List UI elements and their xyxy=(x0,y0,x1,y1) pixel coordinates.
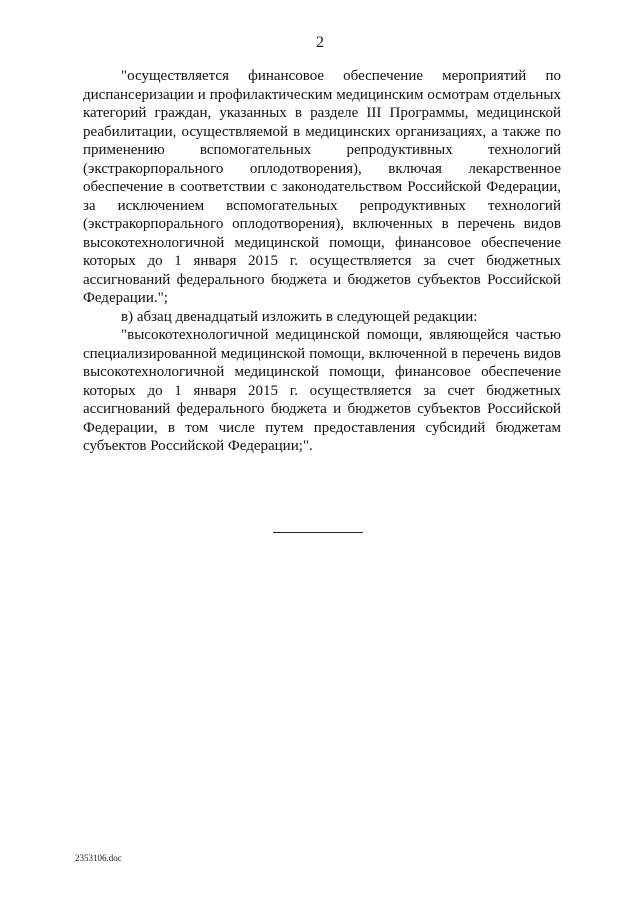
paragraph-high-tech-care: "высокотехнологичной медицинской помощи, являющейся частью специализированной медицинской помощи, включенной в перечень видов высокотехнологичной медицинской помощи, финансовое обеспечение которых до 1 января 2015 г. осуществляется за счет бюджетных ассигнований федерального бюджета и бюджетов субъектов Российской Федерации, в том числе путем предоставления субсидий бюджетам субъектов Российской Федерации;". xyxy=(83,327,561,454)
end-divider-line xyxy=(273,532,363,533)
page-number: 2 xyxy=(316,34,324,51)
footer-filename: 2353106.doc xyxy=(75,853,122,863)
document-body xyxy=(83,67,561,456)
paragraph-amendment-instruction: в) абзац двенадцатый изложить в следующей редакции: xyxy=(121,308,478,325)
paragraph-funding-provisions: "осуществляется финансовое обеспечение мероприятий по диспансеризации и профилактическим медицинским осмотрам отдельных категорий граждан, указанных в разделе III Программы, медицинской реабилитации, осуществляемой в медицинских организациях, а также по применению вспомогательных репродуктивных технологий (экстракорпорального оплодотворения), включая лекарственное обеспечение в соответствии с законодательством Российской Федерации, за исключением вспомогательных репродуктивных технологий (экстракорпорального оплодотворения), включенных в перечень видов высокотехнологичной медицинской помощи, финансовое обеспечение которых до 1 января 2015 г. осуществляется за счет бюджетных ассигнований федерального бюджета и бюджетов субъектов Российской Федерации."; xyxy=(83,68,561,306)
